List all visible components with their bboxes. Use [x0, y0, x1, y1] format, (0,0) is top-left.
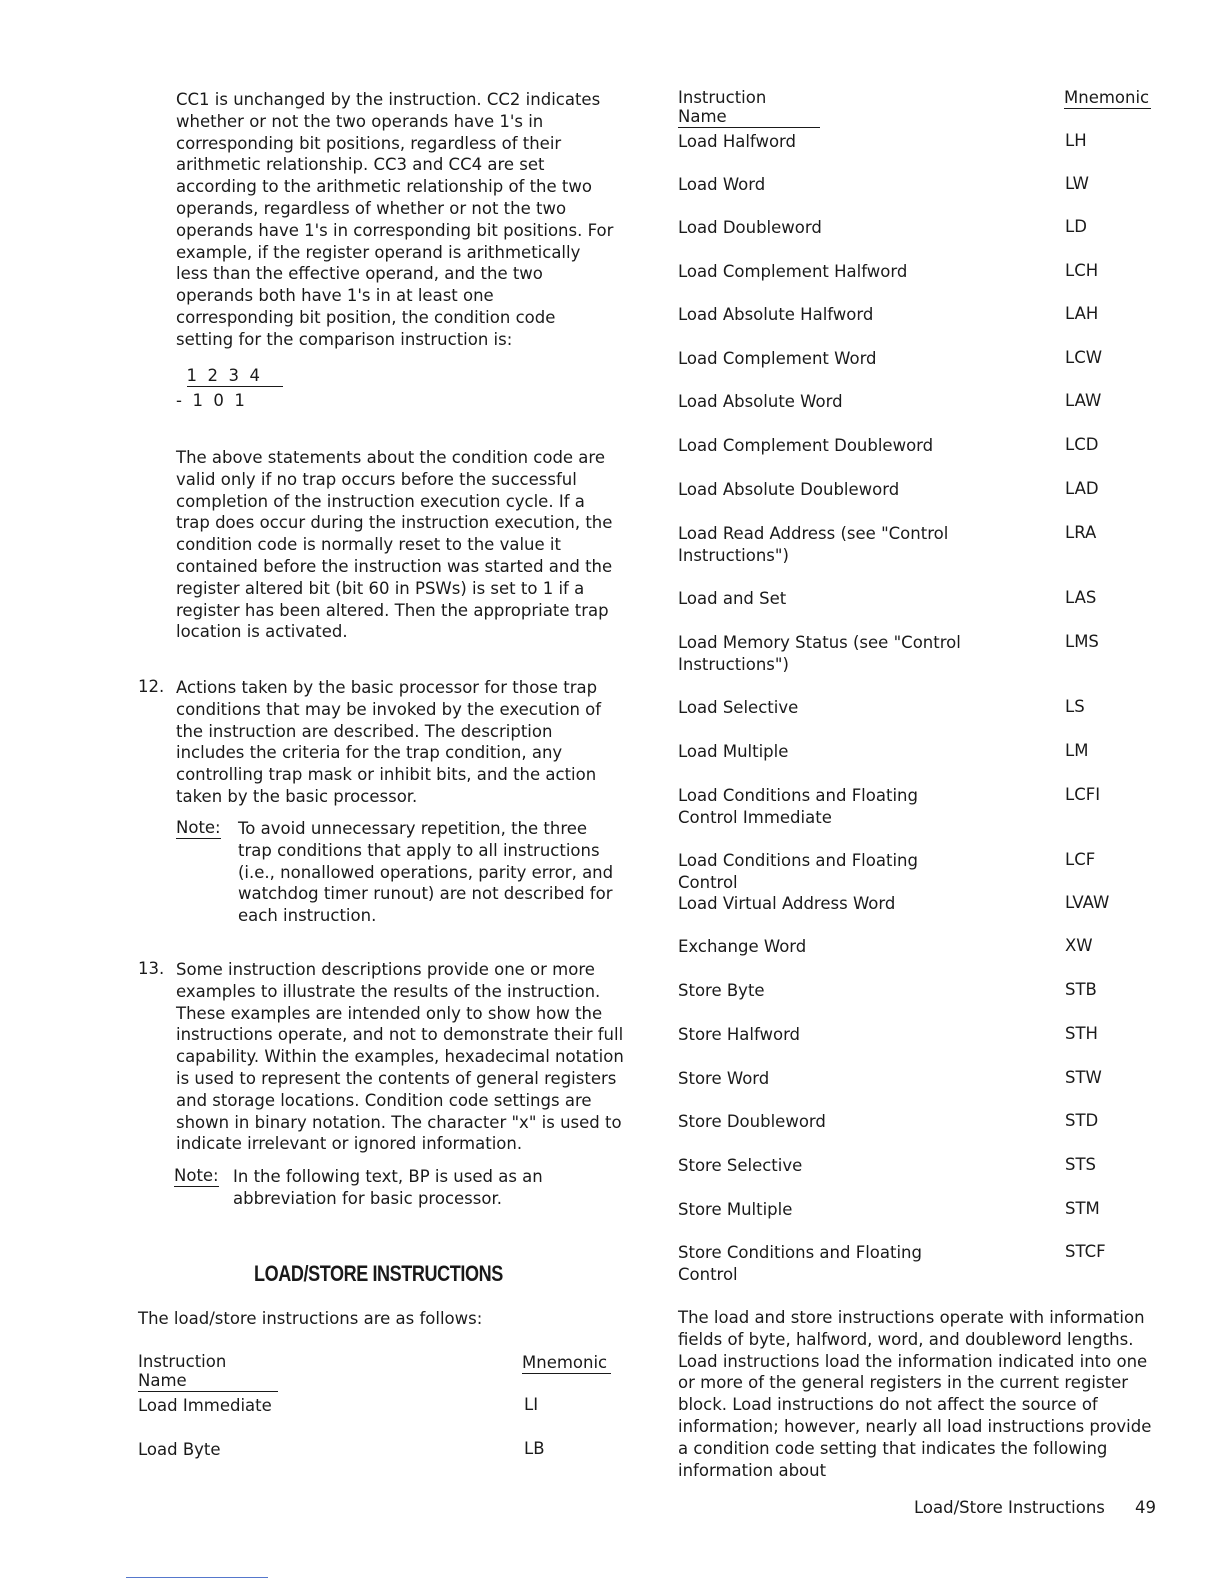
instruction-name: Store Byte — [678, 981, 765, 1000]
note-1-text: To avoid unnecessary repetition, the three trap conditions that apply to all instructions (i.e., nonallowed operations, parity error, and watchdog timer runout) are not described for each instruction. — [238, 819, 614, 926]
instruction-mnemonic: STCF — [1065, 1242, 1106, 1261]
instruction-mnemonic: STM — [1065, 1199, 1100, 1218]
instruction-name: Store Selective — [678, 1156, 803, 1175]
instruction-mnemonic: STH — [1065, 1024, 1098, 1043]
instruction-name: Store Doubleword — [678, 1112, 826, 1131]
instruction-name: Store Word — [678, 1069, 770, 1088]
instruction-mnemonic: LAS — [1065, 588, 1097, 607]
instruction-mnemonic: LCFI — [1065, 785, 1101, 804]
instruction-name: Store Conditions and Floating Control — [678, 1243, 922, 1284]
instruction-mnemonic: LCH — [1065, 261, 1099, 280]
instruction-mnemonic: STD — [1065, 1111, 1099, 1130]
instruction-name: Load Absolute Word — [678, 392, 843, 411]
instruction-name: Load Complement Doubleword — [678, 436, 934, 455]
item-12-text: Actions taken by the basic processor for those trap conditions that may be invoked by the execution of the instruction are described. The description includes the criteria for the trap condition, any controlling trap mask or inhibit bits, and the action taken by the basic processor. — [176, 678, 602, 806]
instruction-mnemonic: STW — [1065, 1068, 1102, 1087]
instruction-name: Load Complement Word — [678, 349, 877, 368]
instruction-mnemonic: LAH — [1065, 304, 1099, 323]
instruction-name: Load Immediate — [138, 1396, 272, 1415]
instruction-name: Load Multiple — [678, 742, 789, 761]
instruction-mnemonic: LMS — [1065, 632, 1099, 651]
instruction-mnemonic: LAW — [1065, 391, 1102, 410]
instruction-mnemonic: LVAW — [1065, 893, 1110, 912]
trap-paragraph: The above statements about the condition code are valid only if no trap occurs before the successful completion of the instruction execution cycle. If a trap does occur during the instruction execution, the condition code is normally reset to the value it contained before the instruction was started and the register altered bit (bit 60 in PSWs) is set to 1 if a register has been altered. Then the appropriate trap location is activated. — [176, 448, 613, 642]
instruction-mnemonic: LCF — [1065, 850, 1096, 869]
note-1-label: Note: — [176, 818, 221, 837]
instruction-mnemonic: LD — [1065, 217, 1087, 236]
instruction-mnemonic: LB — [524, 1439, 545, 1458]
instruction-name: Store Halfword — [678, 1025, 801, 1044]
item-12-number: 12. — [138, 677, 165, 696]
item-13-text: Some instruction descriptions provide one or more examples to illustrate the results of the instruction. These examples are intended only to show how the instructions operate, and not to demonstrate their full capability. Within the examples, hexadecimal notation is used to represent the contents of general registers and storage locations. Condition code settings are shown in binary notation. The character "x" is used to indicate irrelevant or ignored information. — [176, 960, 624, 1154]
instruction-name: Load Selective — [678, 698, 799, 717]
instruction-name: Load Absolute Halfword — [678, 305, 874, 324]
right-col-mnemonic-header: Mnemonic — [1064, 88, 1150, 107]
instruction-mnemonic: LAD — [1065, 479, 1099, 498]
note-2-label: Note: — [174, 1166, 219, 1185]
instruction-name: Load Memory Status (see "Control Instructions") — [678, 633, 961, 674]
footer-section-title: Load/Store Instructions — [914, 1498, 1105, 1517]
footer-rule — [126, 1577, 268, 1578]
instruction-mnemonic: LRA — [1065, 523, 1097, 542]
section-intro: The load/store instructions are as follows: — [138, 1309, 483, 1328]
instruction-name: Load Virtual Address Word — [678, 894, 896, 913]
left-col-mnemonic-header: Mnemonic — [522, 1353, 611, 1374]
instruction-name: Exchange Word — [678, 937, 807, 956]
note-2-text: In the following text, BP is used as an abbreviation for basic processor. — [233, 1167, 543, 1208]
instruction-name: Load and Set — [678, 589, 787, 608]
instruction-mnemonic: LM — [1065, 741, 1089, 760]
instruction-mnemonic: LI — [524, 1395, 539, 1414]
instruction-name: Load Read Address (see "Control Instructions") — [678, 524, 949, 565]
section-heading: LOAD/STORE INSTRUCTIONS — [254, 1261, 503, 1286]
page-number: 49 — [1135, 1498, 1156, 1517]
instruction-mnemonic: LCD — [1065, 435, 1099, 454]
instruction-name: Store Multiple — [678, 1200, 793, 1219]
instruction-name: Load Conditions and Floating Control Immediate — [678, 786, 918, 827]
instruction-mnemonic: LH — [1065, 131, 1087, 150]
instruction-name: Load Complement Halfword — [678, 262, 908, 281]
instruction-mnemonic: XW — [1065, 936, 1093, 955]
instruction-mnemonic: LS — [1065, 697, 1085, 716]
closing-paragraph: The load and store instructions operate with information fields of byte, halfword, word, and doubleword lengths. Load instructions load the information indicated into one or more of the general registers in the current register block. Load instructions do not affect the source of information; however, nearly all load instructions provide a condition code setting that indicates the following information about — [678, 1308, 1152, 1480]
left-col-name-header: Instruction Name — [138, 1352, 278, 1392]
instruction-name: Load Doubleword — [678, 218, 822, 237]
instruction-name: Load Absolute Doubleword — [678, 480, 900, 499]
instruction-name: Load Conditions and Floating Control — [678, 851, 918, 892]
instruction-name: Load Halfword — [678, 132, 797, 151]
cc-header: 1 2 3 4 — [176, 347, 272, 387]
condition-code-paragraph: CC1 is unchanged by the instruction. CC2 indicates whether or not the two operands have 1's in corresponding bit positions, regardless of their arithmetic relationship. CC3 and CC4 are set according to the arithmetic relationship of the two operands, regardless of whether or not the two operands have 1's in corresponding bit positions. For example, if the register operand is arithmetically less than the effective operand, and the two operands both have 1's in at least one corresponding bit position, the condition code setting for the comparison instruction is: — [176, 90, 614, 349]
instruction-mnemonic: STS — [1065, 1155, 1097, 1174]
item-13-number: 13. — [138, 959, 165, 978]
instruction-mnemonic: LCW — [1065, 348, 1103, 367]
instruction-name: Load Word — [678, 175, 766, 194]
cc-values: - 1 0 1 — [176, 391, 245, 410]
right-col-name-header: Instruction Name — [678, 88, 820, 128]
instruction-name: Load Byte — [138, 1440, 221, 1459]
instruction-mnemonic: LW — [1065, 174, 1089, 193]
instruction-mnemonic: STB — [1065, 980, 1097, 999]
